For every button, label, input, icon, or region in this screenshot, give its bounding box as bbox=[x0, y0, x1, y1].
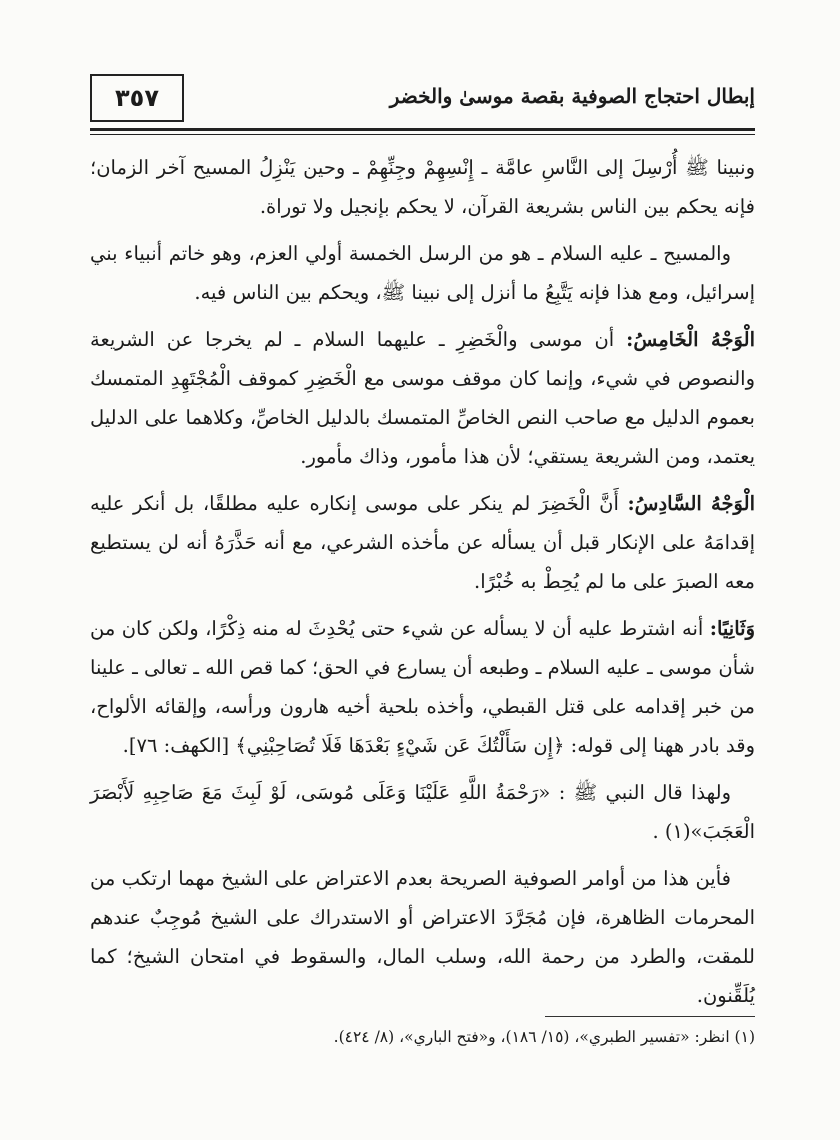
paragraph bbox=[90, 484, 755, 601]
paragraph-text: ولهذا قال النبي ﷺ : «رَحْمَةُ اللَّهِ عَلَيْنَا وَعَلَى مُوسَى، لَوْ لَبِثَ مَعَ صَاحِبِهِ لَأَبْصَرَ الْعَجَبَ»(١) . bbox=[90, 781, 755, 843]
header-rule-thin bbox=[90, 134, 755, 135]
paragraph bbox=[90, 148, 755, 226]
page-header bbox=[90, 70, 755, 128]
paragraph bbox=[90, 773, 755, 851]
paragraph bbox=[90, 234, 755, 312]
paragraph bbox=[90, 609, 755, 765]
paragraph bbox=[90, 320, 755, 476]
section-lead: الْوَجْهُ السَّادِسُ: bbox=[627, 492, 755, 515]
page-number: ٣٥٧ bbox=[90, 74, 184, 122]
paragraph-text: أن موسى والْخَضِرِ ـ عليهما السلام ـ لم يخرجا عن الشريعة والنصوص في شيء، وإنما كان موقف موسى مع الْخَضِرِ كموقف الْمُجْتَهِدِ المتمسك بعموم الدليل مع صاحب النص الخاصِّ المتمسك بالدليل الخاصِّ، وكلاهما على الدليل يعتمد، ومن الشريعة يستقي؛ لأن هذا مأمور، وذاك مأمور. bbox=[90, 328, 755, 468]
footnote: (١) انظر: «تفسير الطبري»، (١٥/ ١٨٦)، و«فتح الباري»، (٨/ ٤٢٤). bbox=[333, 1028, 755, 1046]
section-lead: الْوَجْهُ الْخَامِسُ: bbox=[626, 328, 755, 351]
paragraph bbox=[90, 859, 755, 1015]
paragraph-text: والمسيح ـ عليه السلام ـ هو من الرسل الخمسة أولي العزم، وهو خاتم أنبياء بني إسرائيل، ومع هذا فإنه يَتَّبِعُ ما أنزل إلى نبينا ﷺ، ويحكم بين الناس فيه. bbox=[90, 242, 755, 304]
paragraph-text: ونبينا ﷺ أُرْسِلَ إلى النَّاسِ عامَّة ـ إِنْسِهِمْ وجِنِّهِمْ ـ وحين يَنْزِلُ المسيح آخر الزمان؛ فإنه يحكم بين الناس بشريعة القرآن، لا يحكم بإنجيل ولا توراة. bbox=[90, 156, 755, 218]
footnote-rule bbox=[545, 1016, 755, 1017]
section-lead: وَثَانِيًا: bbox=[709, 617, 755, 640]
running-title: إبطال احتجاج الصوفية بقصة موسىٰ والخضر bbox=[389, 84, 755, 108]
paragraph-text: أنه اشترط عليه أن لا يسأله عن شيء حتى يُحْدِثَ له منه ذِكْرًا، ولكن كان من شأن موسى ـ عليه السلام ـ وطبعه أن يسارع في الحق؛ كما قص الله ـ تعالى ـ علينا من خبر إقدامه على قتل القبطي، وأخذه بلحية أخيه هارون ورأسه، وإلقائه الألواح، وقد بادر ههنا إلى قوله: ﴿إِن سَأَلْتُكَ عَن شَيْءٍ بَعْدَهَا فَلَا تُصَاحِبْنِي﴾ [الكهف: ٧٦]. bbox=[90, 617, 755, 757]
header-rule-thick bbox=[90, 128, 755, 131]
book-page bbox=[90, 70, 755, 1110]
paragraph-text: أَنَّ الْخَضِرَ لم ينكر على موسى إنكاره عليه مطلقًا، بل أنكر عليه إقدامَهُ على الإنكار قبل أن يسأله عن مأخذه الشرعي، مع أنه حَذَّرَهُ أنه لن يستطيع معه الصبرَ على ما لم يُحِطْ به خُبْرًا. bbox=[90, 492, 755, 593]
paragraph-text: فأين هذا من أوامر الصوفية الصريحة بعدم الاعتراض على الشيخ مهما ارتكب من المحرمات الظاهرة، فإن مُجَرَّدَ الاعتراض أو الاستدراك على الشيخ مُوجِبٌ عندهم للمقت، والطرد من رحمة الله، وسلب المال، والسقوط في امتحان الشيخ؛ كما يُلَقِّنون. bbox=[90, 867, 755, 1007]
body-text bbox=[90, 148, 755, 1023]
